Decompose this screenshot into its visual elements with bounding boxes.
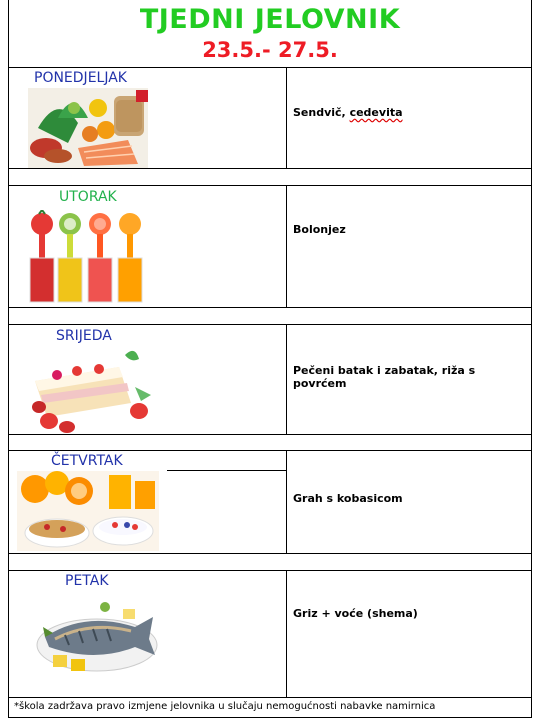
meal-monday-part-b: cedevita bbox=[349, 106, 403, 119]
footer-note: *škola zadržava pravo izmjene jelovnika u slučaju nemogućnosti nabavke namirnica bbox=[8, 697, 532, 712]
day-label-monday: PONEDJELJAK bbox=[34, 70, 127, 86]
spacer-row bbox=[9, 307, 531, 324]
vegetables-bread-image bbox=[28, 88, 148, 168]
meal-friday: Griz + voće (shema) bbox=[293, 607, 418, 620]
meal-wednesday: Pečeni batak i zabatak, riža s povrćem bbox=[293, 364, 476, 390]
breakfast-image bbox=[17, 471, 159, 551]
day-label-thursday: ČETVRTAK bbox=[51, 453, 123, 469]
column-divider bbox=[286, 68, 287, 168]
day-label-tuesday: UTORAK bbox=[59, 189, 117, 205]
day-row-monday bbox=[9, 67, 531, 168]
day-row-tuesday bbox=[9, 185, 531, 307]
meal-monday bbox=[293, 106, 403, 119]
spacer-row bbox=[9, 434, 531, 450]
day-label-friday: PETAK bbox=[65, 573, 109, 589]
fruit-juices-image bbox=[26, 210, 154, 304]
meal-tuesday: Bolonjez bbox=[293, 223, 346, 236]
meal-thursday: Grah s kobasicom bbox=[293, 492, 403, 505]
column-divider bbox=[286, 325, 287, 434]
day-row-thursday bbox=[9, 450, 531, 553]
day-row-friday bbox=[9, 570, 531, 697]
day-label-wednesday: SRIJEDA bbox=[56, 328, 112, 344]
spacer-row bbox=[9, 168, 531, 185]
meal-monday-part-a: Sendvič, bbox=[293, 106, 346, 119]
strawberry-cake-image bbox=[27, 347, 157, 433]
grilled-fish-image bbox=[35, 597, 159, 681]
spacer-row bbox=[9, 553, 531, 570]
day-row-wednesday bbox=[9, 324, 531, 434]
column-divider bbox=[286, 571, 287, 697]
column-divider bbox=[286, 451, 287, 553]
column-divider bbox=[286, 186, 287, 307]
page-title: TJEDNI JELOVNIK bbox=[139, 4, 401, 35]
date-range: 23.5.- 27.5. bbox=[202, 38, 338, 62]
menu-sheet bbox=[8, 0, 532, 718]
inner-cell-line bbox=[167, 470, 287, 471]
